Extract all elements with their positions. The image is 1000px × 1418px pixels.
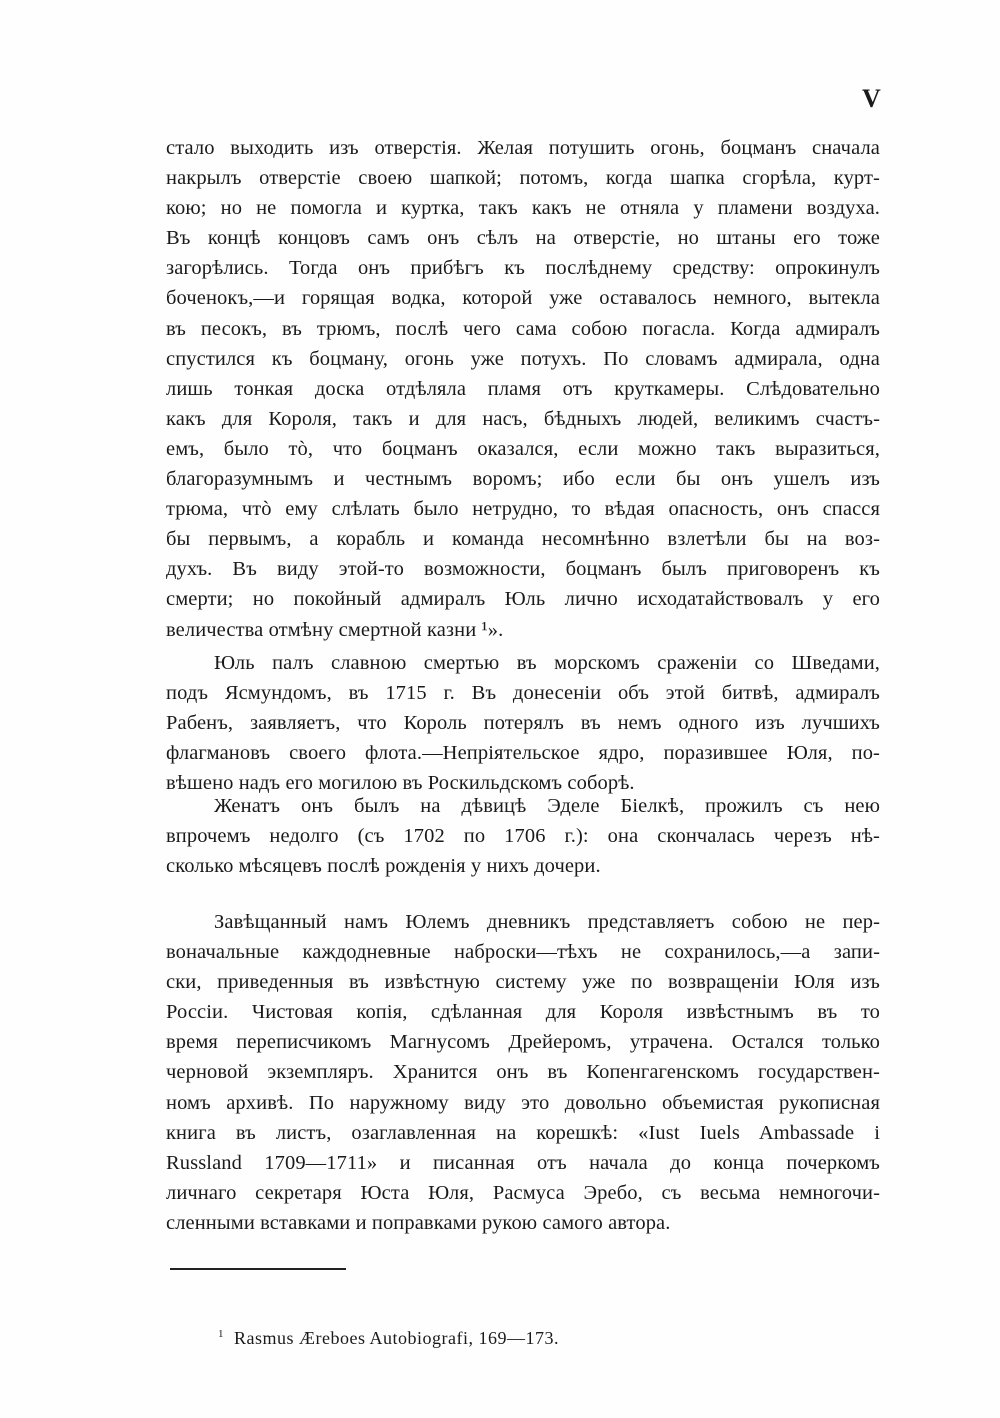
text-line: духъ. Въ виду этой-то возможности, боцманъ былъ приговоренъ къ [166,558,880,581]
text-line: вѣшено надъ его могилою въ Роскильдскомъ соборѣ. [166,772,635,795]
text-line: Россіи. Чистовая копія, сдѣланная для Короля извѣстнымъ въ то [166,1001,880,1024]
text-line: черновой экземпляръ. Хранится онъ въ Копенгагенскомъ государствен- [166,1061,880,1084]
text-line: благоразумнымъ и честнымъ воромъ; ибо если бы онъ ушелъ изъ [166,468,880,491]
text-line: величества отмѣну смертной казни ¹». [166,618,504,641]
text-line: лишь тонкая доска отдѣляла пламя отъ круткамеры. Слѣдовательно [166,377,880,400]
text-line: кою; но не помогла и куртка, такъ какъ не отняла у пламени воздуха. [166,197,880,220]
text-line: время переписчикомъ Магнусомъ Дрейеромъ, утрачена. Остался только [166,1031,880,1054]
text-line: Женатъ онъ былъ на дѣвицѣ Эделе Біелкѣ, прожилъ съ нею [214,795,880,817]
footnote-divider [170,1268,346,1270]
text-line: Юль палъ славною смертью въ морскомъ сраженіи со Шведами, [214,652,880,674]
paragraph-3 [166,791,880,881]
text-line: Рабенъ, заявляетъ, что Король потерялъ въ немъ одного изъ лучшихъ [166,712,880,735]
text-line: сленными вставками и поправками рукою самого автора. [166,1211,671,1234]
text-line: ски, приведенныя въ извѣстную систему уже по возвращеніи Юля изъ [166,971,880,994]
text-line: Въ концѣ концовъ самъ онъ сѣлъ на отверстіе, но штаны его тоже [166,227,880,250]
text-line: въ песокъ, въ трюмъ, послѣ чего сама собою погасла. Когда адмиралъ [166,317,880,340]
footnote-text: Rasmus Æreboes Autobiografi, 169—173. [234,1328,559,1348]
text-line: подъ Ясмундомъ, въ 1715 г. Въ донесеніи объ этой битвѣ, адмиралъ [166,682,880,705]
text-line: Завѣщанный намъ Юлемъ дневникъ представляетъ собою не пер- [214,911,880,933]
footnote [218,1328,559,1349]
text-line: накрылъ отверстіе своею шапкой; потомъ, когда шапка сгорѣла, курт- [166,167,880,190]
text-line: книга въ листъ, озаглавленная на корешкѣ: «Iust Iuels Ambassade i [166,1121,880,1144]
text-line: боченокъ,—и горящая водка, которой уже оставалось немного, вытекла [166,287,880,310]
text-line: номъ архивѣ. По наружному виду это довольно объемистая рукописная [166,1091,880,1114]
text-line: смерти; но покойный адмиралъ Юль лично исходатайствовалъ у его [166,588,880,611]
text-line: флагмановъ своего флота.—Непріятельское ядро, поразившее Юля, по- [166,742,880,765]
text-line: емъ, было тò, что боцманъ оказался, если можно такъ выразиться, [166,437,880,460]
paragraph-4 [166,907,880,1238]
text-line: бы первымъ, а корабль и команда несомнѣнно взлетѣли бы на воз- [166,528,880,551]
paragraph-1 [166,133,880,645]
text-line: впрочемъ недолго (съ 1702 по 1706 г.): она скончалась черезъ нѣ- [166,825,880,848]
text-line: трюма, чтò ему слѣлать было нетрудно, то вѣдая опасность, онъ спасся [166,498,880,521]
text-line: воначальные каждодневные наброски—тѣхъ не сохранилось,—а запи- [166,941,880,964]
text-line: какъ для Короля, такъ и для насъ, бѣдныхъ людей, великимъ счастъ- [166,407,880,430]
text-line: личнаго секретаря Юста Юля, Расмуса Эребо, съ весьма немногочи- [166,1181,880,1204]
text-line: сколько мѣсяцевъ послѣ рожденія у нихъ дочери. [166,855,601,878]
text-line: загорѣлись. Тогда онъ прибѣгъ къ послѣднему средству: опрокинулъ [166,257,880,280]
text-line: стало выходить изъ отверстія. Желая потушить огонь, боцманъ сначала [166,137,880,159]
page-number: V [862,84,881,113]
footnote-mark: 1 [218,1328,224,1340]
text-line: Russland 1709—1711» и писанная отъ начала до конца почеркомъ [166,1151,880,1174]
text-line: спустился къ боцману, огонь уже потухъ. По словамъ адмирала, одна [166,347,880,370]
paragraph-2 [166,648,880,798]
